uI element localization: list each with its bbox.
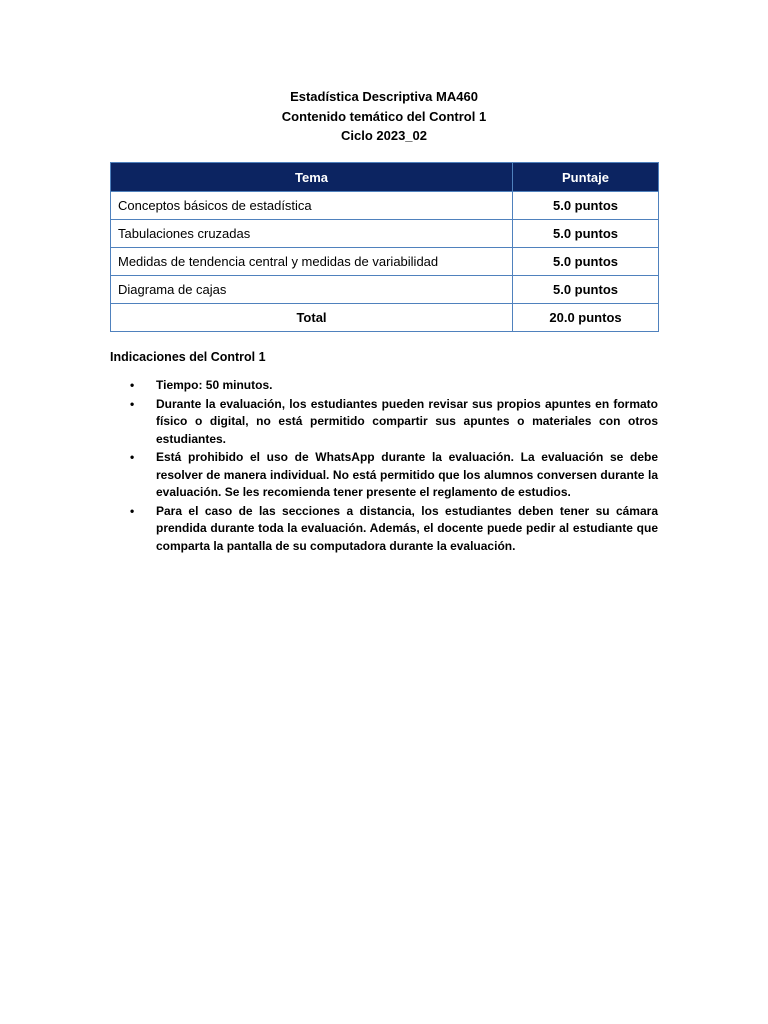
bullet-icon: • bbox=[130, 450, 135, 464]
total-label: Total bbox=[111, 304, 513, 332]
list-item-text: Durante la evaluación, los estudiantes pueden revisar sus propios apuntes en formato físico o digital, no está permitido compartir sus apuntes o materiales con otros estudiantes. bbox=[156, 396, 658, 446]
table-row bbox=[111, 248, 659, 276]
total-row bbox=[111, 304, 659, 332]
score-cell: 5.0 puntos bbox=[513, 192, 659, 220]
indications-list bbox=[110, 377, 658, 556]
topic-cell: Medidas de tendencia central y medidas de variabilidad bbox=[111, 248, 513, 276]
header-tema: Tema bbox=[111, 163, 513, 192]
header-puntaje: Puntaje bbox=[513, 163, 659, 192]
table-header-row bbox=[111, 163, 659, 192]
table-row bbox=[111, 276, 659, 304]
list-item bbox=[110, 503, 658, 556]
bullet-icon: • bbox=[130, 503, 135, 518]
score-cell: 5.0 puntos bbox=[513, 276, 659, 304]
topic-cell: Diagrama de cajas bbox=[111, 276, 513, 304]
score-cell: 5.0 puntos bbox=[513, 248, 659, 276]
content-title: Contenido temático del Control 1 bbox=[281, 108, 487, 124]
topics-table bbox=[110, 162, 659, 332]
list-item bbox=[110, 396, 658, 449]
list-item-text: Para el caso de las secciones a distancia, los estudiantes deben tener su cámara prendida durante toda la evaluación. Además, el docente puede pedir al estudiante que comparta la pantalla de su computadora durante la evaluación. bbox=[156, 503, 658, 553]
list-item-text: Tiempo: 50 minutos. bbox=[156, 378, 273, 392]
total-value: 20.0 puntos bbox=[513, 304, 659, 332]
bullet-icon: • bbox=[130, 396, 135, 411]
document-title-block bbox=[110, 87, 658, 146]
list-item-text: Está prohibido el uso de WhatsApp durante la evaluación. La evaluación se debe resolver de manera individual. No está permitido que los alumnos conversen durante la evaluación. Se les recomienda tener presente el reglamento de estudios. bbox=[156, 450, 658, 499]
topic-cell: Conceptos básicos de estadística bbox=[111, 192, 513, 220]
topic-cell: Tabulaciones cruzadas bbox=[111, 220, 513, 248]
cycle-title: Ciclo 2023_02 bbox=[340, 128, 427, 143]
list-item bbox=[110, 377, 658, 395]
score-cell: 5.0 puntos bbox=[513, 220, 659, 248]
list-item bbox=[110, 449, 658, 502]
table-row bbox=[111, 220, 659, 248]
indications-heading: Indicaciones del Control 1 bbox=[110, 350, 266, 364]
table-row bbox=[111, 192, 659, 220]
bullet-icon: • bbox=[130, 378, 135, 392]
course-title: Estadística Descriptiva MA460 bbox=[290, 89, 478, 104]
